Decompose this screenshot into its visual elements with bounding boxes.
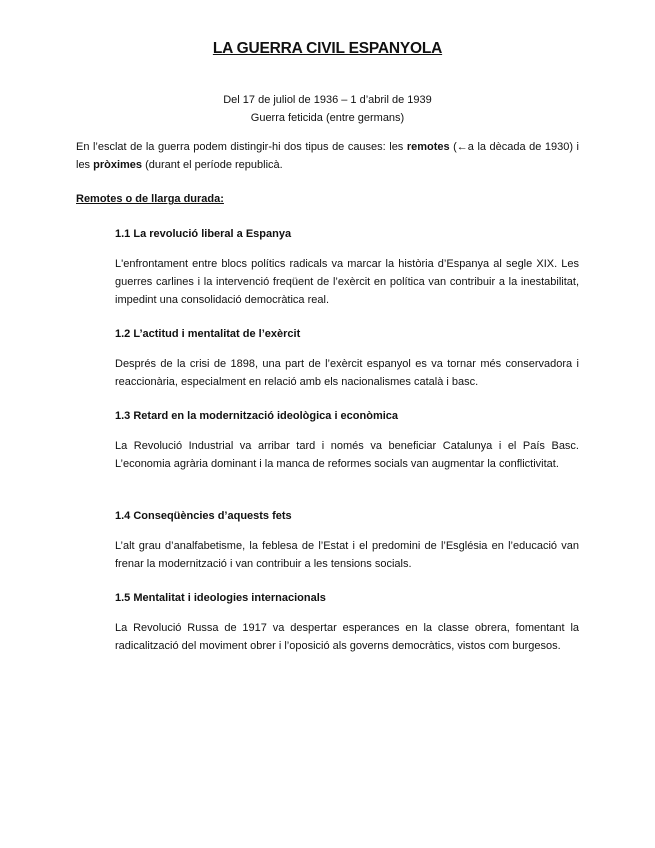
cause-item (115, 326, 579, 391)
cause-text: La Revolució Russa de 1917 va despertar esperances en la classe obrera, fomentant la radicalització del moviment obrer i l’oposició als governs democràtics, vistos com burgesos. (115, 622, 579, 652)
cause-title: 1.3 Retard en la modernització ideològica i econòmica (115, 410, 399, 422)
cause-item (115, 508, 579, 573)
intro-paragraph (76, 138, 579, 174)
document-subtitle: Guerra feticida (entre germans) (250, 112, 405, 124)
cause-text: L'enfrontament entre blocs polítics radicals va marcar la història d’Espanya al segle XIX. Les guerres carlines i la intervenció freqüent de l’exèrcit en política van contribuir a la inestabilitat, impedint una consolidació democràtica real. (115, 258, 579, 306)
cause-title: 1.4 Conseqüències d’aquests fets (115, 510, 292, 522)
intro-bold-remotes: remotes (406, 141, 450, 153)
date-range: Del 17 de juliol de 1936 – 1 d’abril de 1939 (223, 94, 432, 106)
document-title: LA GUERRA CIVIL ESPANYOLA (212, 40, 443, 57)
cause-item (115, 408, 579, 473)
cause-text: La Revolució Industrial va arribar tard i només va beneficiar Catalunya i el País Basc. L’economia agrària dominant i la manca de reformes socials van augmentar la conflictivitat. (115, 440, 579, 470)
cause-item (115, 226, 579, 309)
cause-item (115, 590, 579, 655)
intro-text-3: (durant el període republicà. (142, 159, 283, 171)
cause-title: 1.2 L’actitud i mentalitat de l’exèrcit (115, 328, 301, 340)
section-heading: Remotes o de llarga durada: (76, 193, 224, 205)
intro-bold-proximes: pròximes (93, 159, 143, 171)
cause-title: 1.1 La revolució liberal a Espanya (115, 228, 292, 240)
cause-title: 1.5 Mentalitat i ideologies internacionals (115, 592, 326, 604)
intro-text-2: (←a la dècada de 1930) i les (76, 141, 579, 171)
intro-text-1: En l’esclat de la guerra podem distingir-hi dos tipus de causes: les (76, 141, 407, 153)
cause-text: L’alt grau d’analfabetisme, la feblesa de l’Estat i el predomini de l’Església en l’educació van frenar la modernització i van contribuir a les tensions socials. (115, 540, 579, 570)
cause-text: Després de la crisi de 1898, una part de l’exèrcit espanyol es va tornar més conservadora i reaccionària, especialment en relació amb els nacionalismes català i basc. (115, 358, 579, 388)
